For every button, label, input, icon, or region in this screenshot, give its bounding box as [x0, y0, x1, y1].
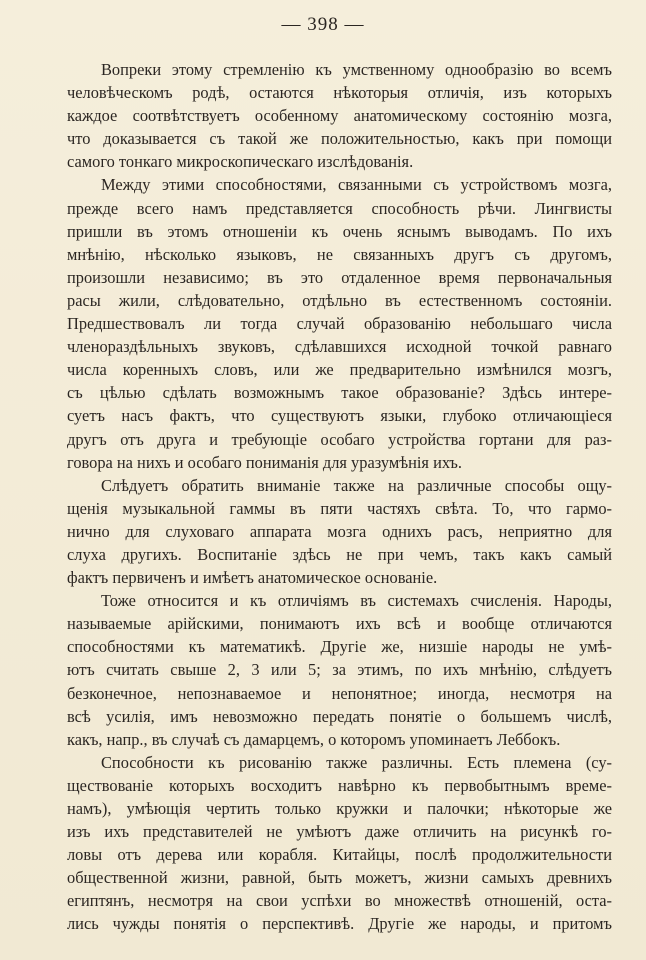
text-line: изъ ихъ представителей не умѣютъ даже отличить на рисункѣ го- — [67, 822, 612, 842]
text-line: пришли въ этомъ отношеніи къ очень яснымъ выводамъ. По ихъ — [67, 221, 612, 241]
text-line: Тоже относится и къ отличіямъ въ системахъ счисленія. Народы, — [101, 591, 612, 611]
text-line: всѣ усилія, имъ невозможно передать понятіе о большемъ числѣ, — [67, 706, 612, 726]
text-line: Предшествовалъ ли тогда случай образованію небольшаго числа — [67, 314, 612, 334]
text-line: Способности къ рисованію также различны. Есть племена (су- — [101, 752, 612, 772]
text-line: ловы отъ дерева или корабля. Китайцы, послѣ продолжительности — [67, 845, 612, 865]
text-line: намъ), умѣющія чертить только кружки и палочки; нѣкоторые же — [67, 799, 612, 818]
paragraph — [67, 751, 612, 936]
paragraph — [67, 474, 612, 589]
text-line: способностями къ математикѣ. Другіе же, низшіе народы не умѣ- — [67, 637, 612, 657]
text-line: общественной жизни, равной, быть можетъ, жизни самыхъ древнихъ — [67, 868, 612, 888]
text-line: суетъ насъ фактъ, что существуютъ языки, глубоко отличающіеся — [67, 406, 612, 426]
text-line: съ цѣлью сдѣлать возможнымъ такое образованіе? Здѣсь интере- — [67, 383, 612, 403]
text-line: Слѣдуетъ обратить вниманіе также на различные способы ощу- — [101, 475, 612, 495]
text-line: прежде всего намъ представляется способность рѣчи. Лингвисты — [67, 198, 612, 218]
paragraph — [67, 173, 612, 473]
page-number: — 398 — — [281, 14, 365, 35]
text-line: что доказывается съ такой же положительностью, какъ при помощи — [67, 129, 612, 149]
text-line: ютъ считать свыше 2, 3 или 5; за этимъ, по ихъ мнѣнію, слѣдуетъ — [67, 660, 612, 680]
text-line: лись чужды понятія о перспективѣ. Другіе же народы, и притомъ — [67, 914, 612, 934]
text-line: расы жили, слѣдовательно, отдѣльно въ естественномъ состояніи. — [67, 290, 612, 310]
paragraph — [67, 58, 612, 173]
text-line: безконечное, непознаваемое и непонятное; иногда, несмотря на — [67, 683, 612, 703]
text-line: Между этими способностями, связанными съ устройствомъ мозга, — [101, 175, 612, 195]
text-line: нично для слуховаго аппарата мозга однихъ расъ, неприятно для — [67, 521, 612, 541]
text-line: числа коренныхъ словъ, или же предварительно измѣнился мозгъ, — [67, 360, 612, 380]
text-line: каждое соотвѣтствуетъ особенному анатомическому состоянію мозга, — [67, 106, 612, 126]
text-line: мнѣнію, нѣсколько языковъ, не связанныхъ другъ съ другомъ, — [67, 244, 612, 264]
text-line: фактъ первиченъ и имѣетъ анатомическое основаніе. — [67, 568, 438, 588]
text-line: египтянъ, несмотря на свои успѣхи во множествѣ отношеній, оста- — [67, 891, 612, 911]
text-line: членораздѣльныхъ звуковъ, сдѣлавшихся исходной точкой равнаго — [67, 337, 612, 357]
text-line: говора на нихъ и особаго пониманія для уразумѣнія ихъ. — [67, 452, 462, 472]
text-line: называемые арійскими, понимаютъ ихъ всѣ и вообще отличаются — [67, 614, 612, 634]
body-text — [67, 58, 612, 936]
text-line: слуха другихъ. Воспитаніе здѣсь не при чемъ, такъ какъ самый — [67, 544, 612, 564]
text-line: щенія музыкальной гаммы въ пяти частяхъ свѣта. То, что гармо- — [67, 498, 612, 518]
text-line: какъ, напр., въ случаѣ съ дамарцемъ, о которомъ упоминаетъ Леббокъ. — [67, 729, 561, 749]
text-line: произошли независимо; въ это отдаленное время первоначальныя — [67, 267, 612, 287]
text-line: человѣческомъ родѣ, остаются нѣкоторыя отличія, изъ которыхъ — [67, 83, 612, 103]
text-line: самого тонкаго микроскопическаго изслѣдованія. — [67, 152, 414, 172]
text-line: Вопреки этому стремленію къ умственному однообразію во всемъ — [101, 60, 612, 79]
text-line: ществованіе которыхъ восходитъ навѣрно къ первобытнымъ време- — [67, 775, 612, 795]
text-line: другъ отъ друга и требующіе особаго устройства гортани для раз- — [67, 429, 612, 449]
paragraph — [67, 589, 612, 751]
